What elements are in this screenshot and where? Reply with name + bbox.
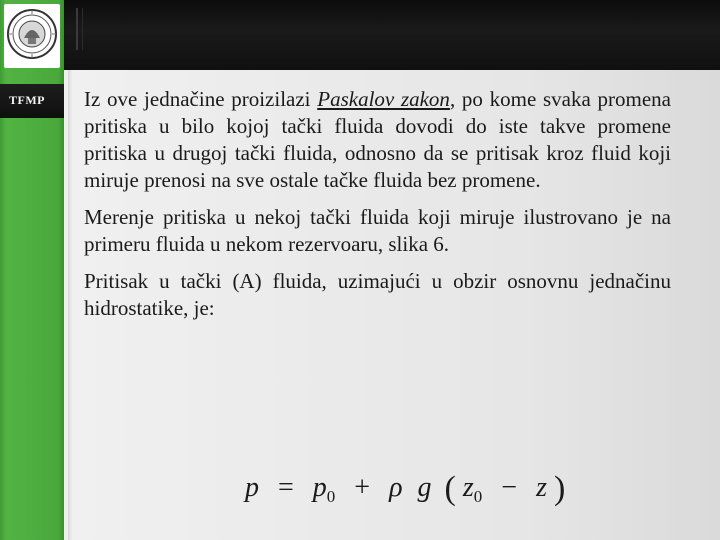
header-divider-thin xyxy=(82,8,83,50)
header-divider xyxy=(76,8,78,50)
formula-rho: ρ xyxy=(389,472,403,503)
seal-icon xyxy=(4,4,60,68)
formula-z0-sub: 0 xyxy=(473,487,483,506)
formula-p0 xyxy=(313,472,336,507)
formula-equals: = xyxy=(278,472,294,503)
formula-p0-base: p xyxy=(312,472,327,503)
formula-z0 xyxy=(463,472,482,507)
formula-p: p xyxy=(245,472,259,503)
formula-lparen: ( xyxy=(444,470,456,507)
formula-rparen: ) xyxy=(553,470,566,507)
header-bar xyxy=(64,0,720,70)
paragraph-pascal-law xyxy=(84,86,671,194)
paragraph-1-rest: , po kome svaka promena pritiska u bilo kojoj tački fluida dovodi do iste takve promene pritiska u drugoj tački fluida, odnosno da se pritisak kroz fluid koji miruje prenosi na sve ostale tačke fluida bez promene. xyxy=(84,87,671,192)
slide-body xyxy=(84,86,671,332)
university-seal-logo xyxy=(4,4,60,68)
formula-minus: − xyxy=(501,472,518,503)
panel-edge xyxy=(68,70,72,540)
hydrostatic-equation xyxy=(245,470,565,510)
formula-g: g xyxy=(417,472,432,503)
brand-label: TFMP xyxy=(9,93,45,107)
paragraph-pressure-point: Pritisak u tački (A) fluida, uzimajući u obzir osnovnu jednačinu hidrostatike, je: xyxy=(84,269,671,320)
left-sidebar xyxy=(0,0,64,540)
formula-plus: + xyxy=(354,472,371,503)
formula-p0-sub: 0 xyxy=(326,487,336,506)
paragraph-measurement: Merenje pritiska u nekoj tački fluida koji miruje ilustrovano je na primeru fluida u nekom rezervoaru, slika 6. xyxy=(84,205,671,256)
paragraph-1-intro: Iz ove jednačine proizilazi xyxy=(84,87,318,111)
formula-z0-base: z xyxy=(462,472,474,503)
pascal-law-term: Paskalov zakon xyxy=(317,87,450,111)
formula-z: z xyxy=(536,472,547,503)
